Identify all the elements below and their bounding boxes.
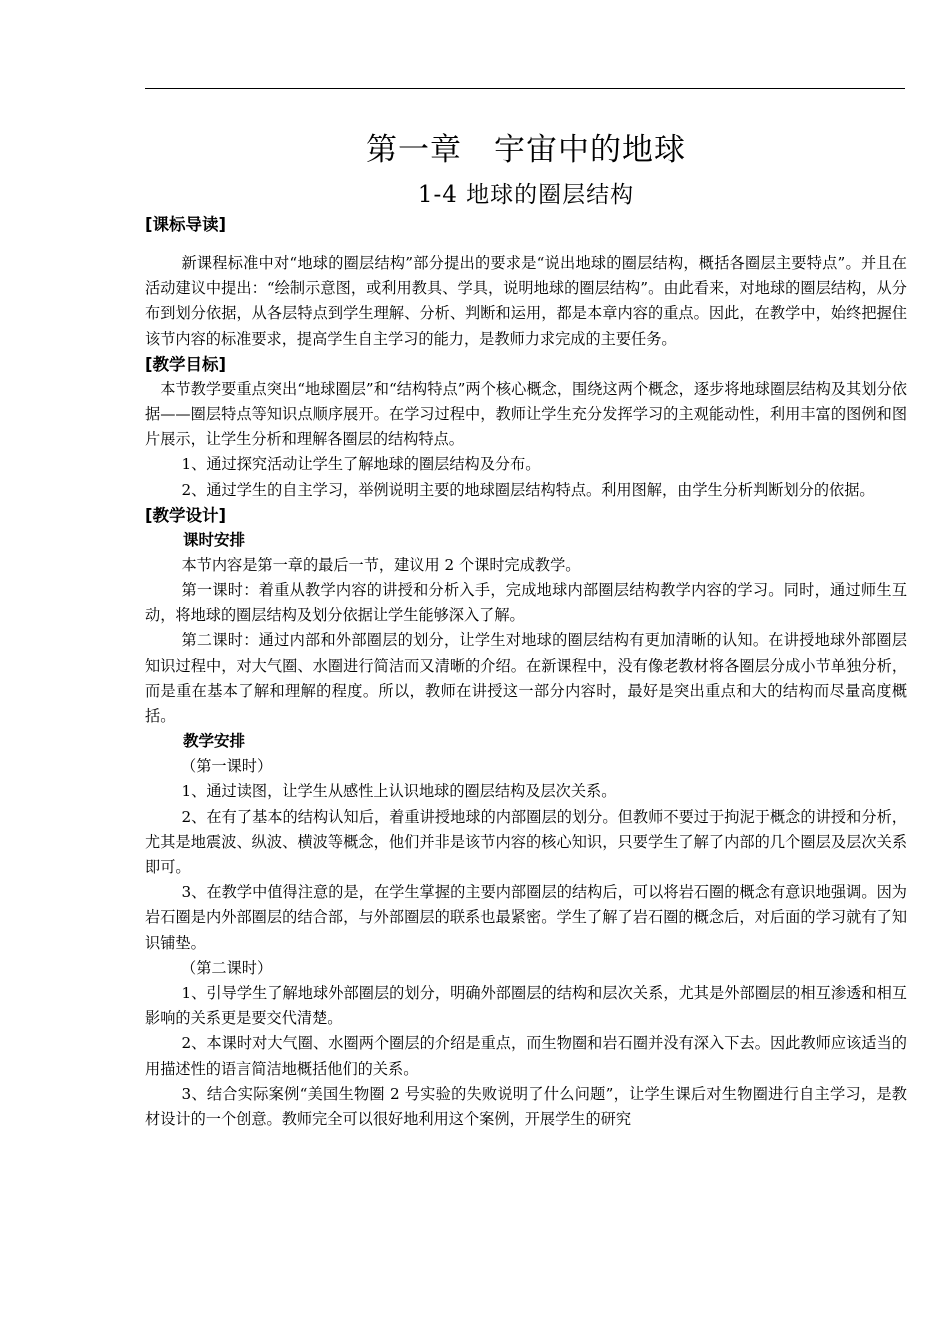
- paragraph: 第一课时：着重从教学内容的讲授和分析入手，完成地球内部圈层结构教学内容的学习。同时，通过师生互动，将地球的圈层结构及划分依据让学生能够深入了解。: [145, 581, 907, 625]
- paragraph: 1、通过探究活动让学生了解地球的圈层结构及分布。: [181, 455, 541, 474]
- lesson-label: （第一课时）: [181, 757, 273, 776]
- paragraph: 2、通过学生的自主学习，举例说明主要的地球圈层结构特点。利用图解，由学生分析判断划分的依据。: [181, 480, 875, 499]
- section-title: 1-4 地球的圈层结构: [417, 182, 635, 208]
- subheading-keshi: 课时安排: [183, 530, 246, 549]
- document-body: [145, 128, 907, 1132]
- paragraph: 1、引导学生了解地球外部圈层的划分，明确外部圈层的结构和层次关系，尤其是外部圈层的相互渗透和相互影响的关系更是要交代清楚。: [145, 984, 907, 1028]
- subheading-anpai: 教学安排: [183, 732, 246, 751]
- header-rule: [145, 88, 905, 89]
- heading-sheji: [教学设计]: [145, 505, 227, 525]
- paragraph: 3、结合实际案例“美国生物圈 2 号实验的失败说明了什么问题”，让学生课后对生物圈进行自主学习，是教材设计的一个创意。教师完全可以很好地利用这个案例，开展学生的研究: [145, 1084, 907, 1129]
- paragraph: 2、在有了基本的结构认知后，着重讲授地球的内部圈层的划分。但教师不要过于拘泥于概念的讲授和分析，尤其是地震波、纵波、横波等概念，他们并非是该节内容的核心知识，只要学生了解了内部的几个圈层及层次关系即可。: [145, 807, 907, 877]
- lesson-label: （第二课时）: [181, 958, 273, 977]
- paragraph: 第二课时：通过内部和外部圈层的划分，让学生对地球的圈层结构有更加清晰的认知。在讲授地球外部圈层知识过程中，对大气圈、水圈进行简洁而又清晰的介绍。在新课程中，没有像老教材将各圈层分成小节单独分析，而是重在基本了解和理解的程度。所以，教师在讲授这一部分内容时，最好是突出重点和大的结构而尽量高度概括。: [145, 631, 907, 726]
- chapter-title: 第一章 宇宙中的地球: [366, 132, 686, 168]
- heading-kebiao: [课标导读]: [145, 215, 227, 234]
- paragraph: 本节内容是第一章的最后一节，建议用 2 个课时完成教学。: [181, 555, 581, 574]
- spacer: [145, 237, 907, 251]
- paragraph: 2、本课时对大气圈、水圈两个圈层的介绍是重点，而生物圈和岩石圈并没有深入下去。因此教师应该适当的用描述性的语言简洁地概括他们的关系。: [145, 1034, 907, 1078]
- paragraph: 本节教学要重点突出“地球圈层”和“结构特点”两个核心概念，围绕这两个概念，逐步将地球圈层结构及其划分依据——圈层特点等知识点顺序展开。在学习过程中，教师让学生充分发挥学习的主观能动性，利用丰富的图例和图片展示，让学生分析和理解各圈层的结构特点。: [145, 379, 907, 449]
- paragraph: 3、在教学中值得注意的是，在学生掌握的主要内部圈层的结构后，可以将岩石圈的概念有意识地强调。因为岩石圈是内外部圈层的结合部，与外部圈层的联系也最紧密。学生了解了岩石圈的概念后，对后面的学习就有了知识铺垫。: [145, 883, 907, 952]
- paragraph: 1、通过读图，让学生从感性上认识地球的圈层结构及层次关系。: [181, 782, 617, 801]
- heading-mubiao: [教学目标]: [145, 354, 227, 374]
- paragraph: 新课程标准中对“地球的圈层结构”部分提出的要求是“说出地球的圈层结构，概括各圈层主要特点”。并且在活动建议中提出：“绘制示意图，或利用教具、学具，说明地球的圈层结构”。由此看来，对地球的圈层结构，从分布到划分依据，从各层特点到学生理解、分析、判断和运用，都是本章内容的重点。因此，在教学中，始终把握住该节内容的标准要求，提高学生自主学习的能力，是教师力求完成的主要任务。: [145, 254, 907, 348]
